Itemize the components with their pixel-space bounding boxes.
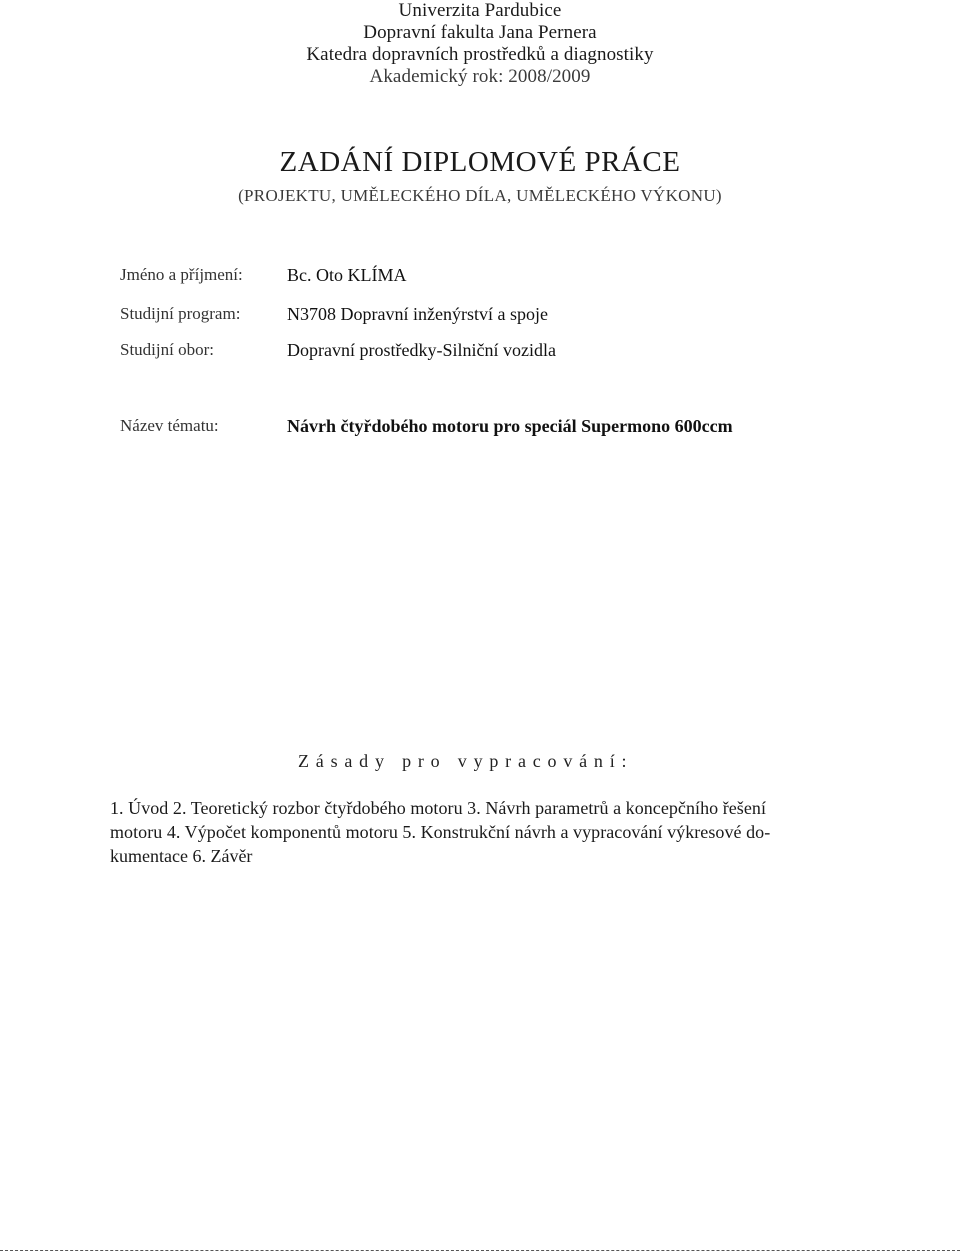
university-name: Univerzita Pardubice — [398, 0, 562, 21]
name-value: Bc. Oto KLÍMA — [287, 265, 407, 285]
topic-label: Název tématu: — [120, 416, 219, 435]
rules-line: 1. Úvod 2. Teoretický rozbor čtyřdobého motoru 3. Návrh parametrů a koncepčního řešení — [110, 798, 766, 818]
name-label: Jméno a příjmení: — [120, 265, 243, 284]
topic-value: Návrh čtyřdobého motoru pro speciál Supermono 600ccm — [287, 416, 733, 436]
footer-rule — [0, 1250, 960, 1251]
rules-text — [110, 796, 870, 868]
study-program-label: Studijní program: — [120, 304, 241, 323]
document-header — [0, 0, 960, 88]
department-name: Katedra dopravních prostředků a diagnostiky — [306, 44, 654, 65]
rules-line: kumentace 6. Závěr — [110, 846, 253, 866]
academic-year: Akademický rok: 2008/2009 — [369, 66, 591, 87]
document-title: ZADÁNÍ DIPLOMOVÉ PRÁCE — [279, 146, 681, 178]
study-field-value: Dopravní prostředky-Silniční vozidla — [287, 340, 556, 360]
rules-line: motoru 4. Výpočet komponentů motoru 5. Konstrukční návrh a vypracování výkresové do- — [110, 822, 771, 842]
faculty-name: Dopravní fakulta Jana Pernera — [363, 22, 597, 43]
study-field-label: Studijní obor: — [120, 340, 214, 359]
study-program-value: N3708 Dopravní inženýrství a spoje — [287, 304, 548, 324]
rules-heading: Zásady pro vypracování: — [298, 751, 634, 771]
document-subtitle: (PROJEKTU, UMĚLECKÉHO DÍLA, UMĚLECKÉHO VÝKONU) — [238, 186, 722, 205]
